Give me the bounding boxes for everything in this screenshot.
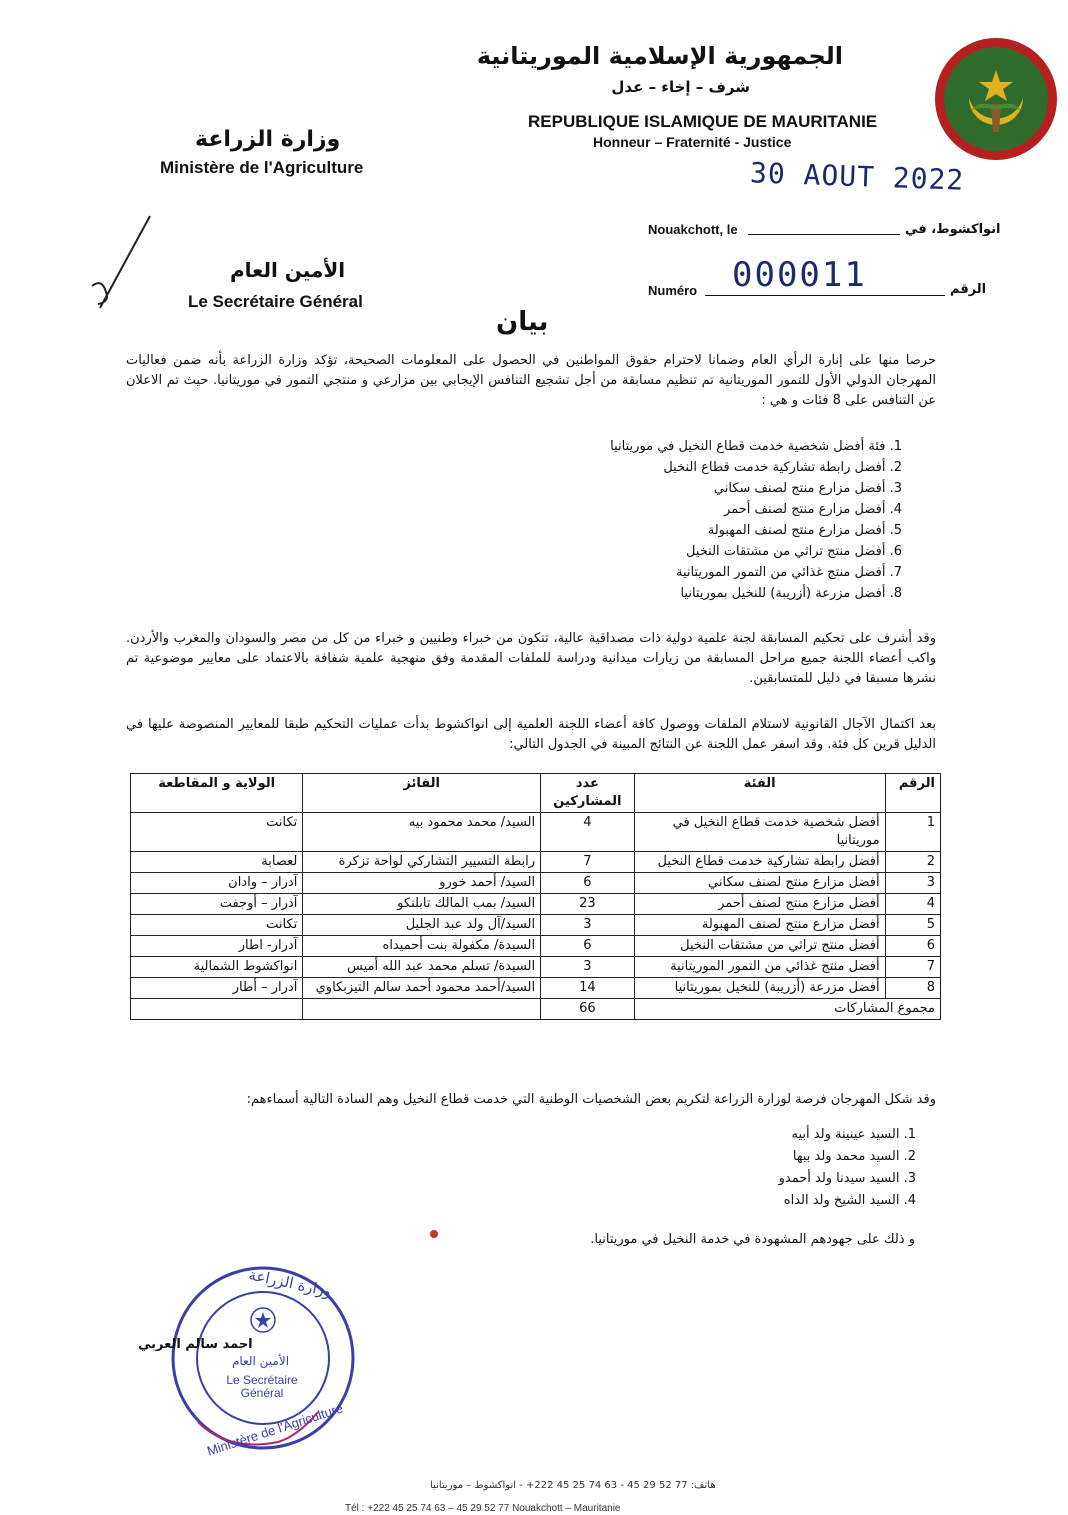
results-table <box>130 773 941 1020</box>
secretary-general-ar: الأمين العام <box>230 258 346 282</box>
cell-region: آدرار – أوجفت <box>131 894 303 915</box>
table-row <box>131 978 941 999</box>
cell-count: 4 <box>541 813 635 852</box>
red-dot <box>430 1230 438 1238</box>
cell-count: 6 <box>541 936 635 957</box>
header-winner: الفائز <box>303 774 541 813</box>
categories-list <box>610 436 902 604</box>
cell-count: 23 <box>541 894 635 915</box>
cell-winner: السيد/ أحمد خورو <box>303 873 541 894</box>
list-item: 7. أفضل منتج غذائي من التمور الموريتانية <box>676 565 902 580</box>
list-item: 1. فئة أفضل شخصية خدمت قطاع النخيل في موريتانيا <box>610 439 902 454</box>
motto-ar: شرف – إخاء – عدل <box>611 78 750 96</box>
table-header-row <box>131 774 941 813</box>
pen-mark-icon <box>80 208 170 318</box>
list-item: 1. السيد عينينة ولد أبيه <box>791 1127 916 1142</box>
cell-winner: السيدة/ تسلم محمد عبد الله أميس <box>303 957 541 978</box>
header-region: الولاية و المقاطعة <box>131 774 303 813</box>
motto-fr: Honneur – Fraternité - Justice <box>593 134 792 150</box>
results-intro-paragraph: بعد اكتمال الآجال القانونية لاستلام الملفات ووصول كافة أعضاء اللجنة العلمية إلى انواكشوط بدأت عمليات التحكيم طبقا للمعايير المنصوصة عليها في الدليل قرين كل فئة. وقد اسفر عمل اللجنة عن النتائج المبينة في الجدول التالي: <box>126 717 936 752</box>
table-row <box>131 813 941 852</box>
header-count: عدد المشاركين <box>541 774 635 813</box>
cell-region: آدرار – وادان <box>131 873 303 894</box>
header-num: الرقم <box>885 774 940 813</box>
stamp-ministry-ar: وزارة الزراعة <box>247 1265 333 1301</box>
cell-region: لعصابة <box>131 852 303 873</box>
signer-name: احمد سالم العربي <box>138 1337 253 1352</box>
secretary-general-fr: Le Secrétaire Général <box>188 292 363 311</box>
cell-winner: السيد/ بمب المالك تابلنكو <box>303 894 541 915</box>
list-item: 2. أفضل رابطة تشاركية خدمت قطاع النخيل <box>663 460 902 475</box>
number-line <box>705 295 945 296</box>
list-item: 5. أفضل مزارع منتج لصنف المهبولة <box>707 523 902 538</box>
list-item: 4. أفضل مزارع منتج لصنف أحمر <box>724 502 902 517</box>
cell-winner: رابطة التسيير التشاركي لواحة تزكرة <box>303 852 541 873</box>
cell-region: تكانت <box>131 915 303 936</box>
ministry-name-fr: Ministère de l'Agriculture <box>160 158 364 177</box>
nouakchott-label-fr: Nouakchott, le <box>648 222 738 237</box>
honorees-list <box>779 1124 916 1212</box>
national-emblem-icon <box>933 36 1059 162</box>
footer-ar: هاتف: 77 52 29 45 - 63 74 25 45 222+ - انواكشوط – موريتانيا <box>430 1480 716 1491</box>
nouakchott-label-ar: انواكشوط، في <box>905 222 1001 237</box>
cell-category: أفضل مزرعة (أزريبة) للنخيل بموريتانيا <box>634 978 885 999</box>
stamp-sg-ar: الأمين العام <box>232 1354 290 1368</box>
table-row <box>131 915 941 936</box>
table-total-row <box>131 999 941 1020</box>
cell-num: 7 <box>885 957 940 978</box>
total-value: 66 <box>541 999 635 1020</box>
cell-category: أفضل مزارع منتج لصنف أحمر <box>634 894 885 915</box>
cell-winner: السيد/آل ولد عبد الجليل <box>303 915 541 936</box>
cell-region: تكانت <box>131 813 303 852</box>
cell-category: أفضل مزارع منتج لصنف سكاني <box>634 873 885 894</box>
table-row <box>131 957 941 978</box>
cell-num: 1 <box>885 813 940 852</box>
closing-sentence: و ذلك على جهودهم المشهودة في خدمة النخيل في موريتانيا. <box>590 1232 915 1247</box>
cell-winner: السيد/أحمد محمود أحمد سالم التيزبكاوي <box>303 978 541 999</box>
list-item: 2. السيد محمد ولد ببها <box>792 1149 916 1164</box>
cell-region: آدرار- اطار <box>131 936 303 957</box>
numero-label-ar: الرقم <box>950 282 987 297</box>
cell-count: 7 <box>541 852 635 873</box>
cell-num: 8 <box>885 978 940 999</box>
reference-number: 000011 <box>732 255 867 295</box>
cell-region: انواكشوط الشمالية <box>131 957 303 978</box>
intro-paragraph: حرصا منها على إنارة الرأي العام وضمانا لاحترام حقوق المواطنين في الحصول على المعلومات الصحيحة، تؤكد وزارة الزراعة بأنه ضمن فعاليات المهرجان الدولي الأول للتمور الموريتانية تم تنظيم مسابقة من أجل تشجيع التنافس الإيجابي بين مزارعي و منتجي التمور في موريتانيا. حيث تم الاعلان عن التنافس على 8 فئات و هي : <box>126 353 936 408</box>
stamp-sg-fr: Le Secrétaire Général <box>226 1373 298 1400</box>
republic-title-fr: REPUBLIQUE ISLAMIQUE DE MAURITANIE <box>528 112 878 131</box>
date-stamp: 30 AOUT 2022 <box>749 156 965 197</box>
cell-category: أفضل شخصية خدمت قطاع النخيل في موريتانيا <box>634 813 885 852</box>
list-item: 8. أفضل مزرعة (أزريبة) للنخيل بموريتانيا <box>680 586 902 601</box>
cell-num: 2 <box>885 852 940 873</box>
cell-empty <box>131 999 303 1020</box>
cell-region: آدرار – أطار <box>131 978 303 999</box>
stamp-ministry-fr: Ministère de l'Agriculture <box>205 1400 345 1459</box>
footer-fr: Tél : +222 45 25 74 63 – 45 29 52 77 Nouakchott – Mauritanie <box>345 1503 621 1514</box>
list-item: 3. أفضل مزارع منتج لصنف سكاني <box>713 481 902 496</box>
header-category: الفئة <box>634 774 885 813</box>
cell-count: 14 <box>541 978 635 999</box>
cell-winner: السيد/ محمد محمود بيه <box>303 813 541 852</box>
committee-paragraph: وقد أشرف على تحكيم المسابقة لجنة علمية دولية ذات مصداقية عالية، تتكون من خبراء وطنيين و خبراء من كل من مصر والسودان والمغرب والأردن. واكب أعضاء اللجنة جميع مراحل المسابقة من زيارات ميدانية ودراسة للملفات المقدمة وفق منهجية علمية شفافة بالاعتماد على معايير موضوعية تم نشرها مسبقا في دليل للمتسابقين. <box>126 631 936 686</box>
cell-category: أفضل رابطة تشاركية خدمت قطاع النخيل <box>634 852 885 873</box>
list-item: 4. السيد الشيخ ولد الداه <box>783 1193 916 1208</box>
republic-title-ar: الجمهورية الإسلامية الموريتانية <box>476 42 843 70</box>
table-row <box>131 852 941 873</box>
list-item: 3. السيد سيدنا ولد أحمدو <box>778 1171 916 1186</box>
numero-label-fr: Numéro <box>648 283 698 298</box>
list-item: 6. أفضل منتج تراثي من مشتقات النخيل <box>686 544 902 559</box>
cell-category: أفضل منتج تراثي من مشتقات النخيل <box>634 936 885 957</box>
cell-count: 6 <box>541 873 635 894</box>
table-row <box>131 894 941 915</box>
cell-num: 5 <box>885 915 940 936</box>
cell-num: 3 <box>885 873 940 894</box>
table-row <box>131 936 941 957</box>
cell-winner: السيدة/ مكفولة بنت أحميداه <box>303 936 541 957</box>
honor-paragraph: وقد شكل المهرجان فرصة لوزارة الزراعة لتكريم بعض الشخصيات الوطنية التي خدمت قطاع النخيل وهم السادة التالية أسماءهم: <box>246 1092 936 1107</box>
cell-num: 4 <box>885 894 940 915</box>
cell-num: 6 <box>885 936 940 957</box>
document-title: بيان <box>496 307 549 337</box>
date-line <box>748 234 900 235</box>
cell-category: أفضل مزارع منتج لصنف المهبولة <box>634 915 885 936</box>
ministry-name-ar: وزارة الزراعة <box>195 127 341 152</box>
cell-count: 3 <box>541 957 635 978</box>
table-row <box>131 873 941 894</box>
cell-empty <box>303 999 541 1020</box>
total-label: مجموع المشاركات <box>634 999 940 1020</box>
cell-count: 3 <box>541 915 635 936</box>
official-stamp <box>168 1262 358 1459</box>
cell-category: أفضل منتج غذائي من التمور الموريتانية <box>634 957 885 978</box>
